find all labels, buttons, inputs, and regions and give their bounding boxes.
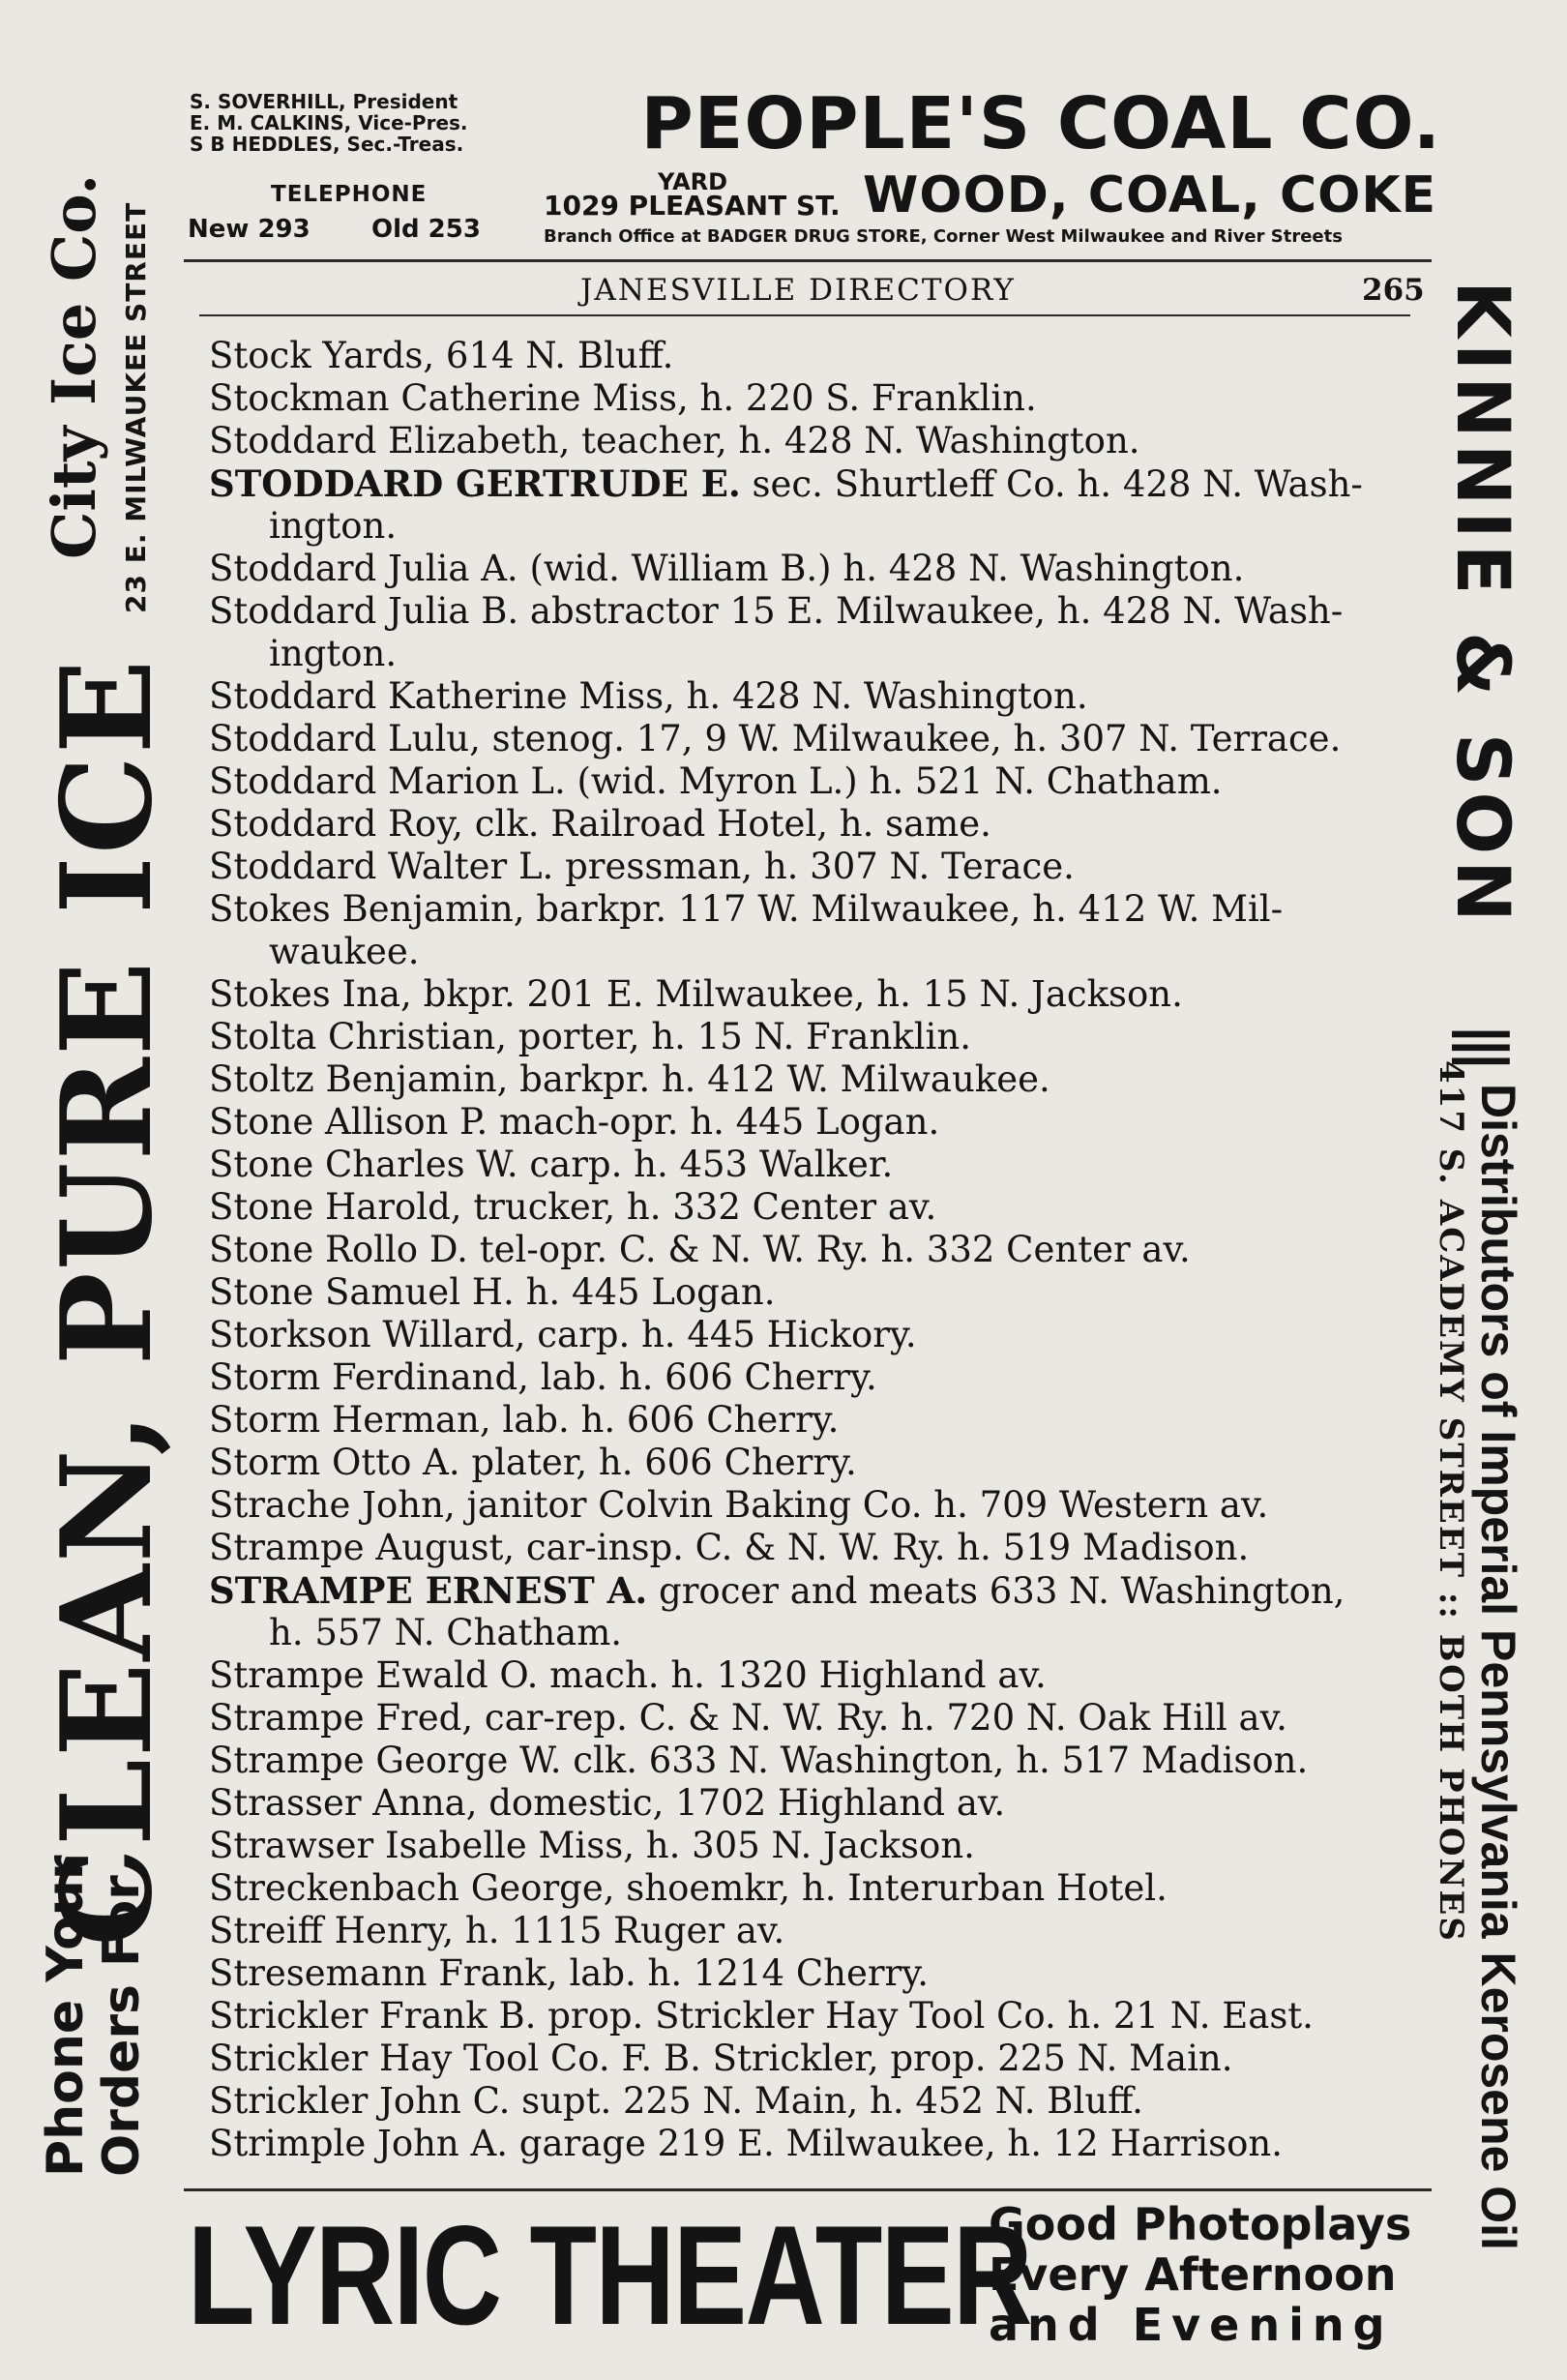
entry-details: h. 445 Logan. <box>514 1271 776 1313</box>
header-rule <box>199 314 1410 316</box>
entry-details: clk. Railroad Hotel, h. same. <box>462 803 991 845</box>
entry-details: carp. h. 453 Walker. <box>517 1144 894 1185</box>
directory-entry <box>209 1058 1408 1101</box>
entry-name: Strickler John C. <box>209 2080 511 2122</box>
directory-entry <box>209 1271 1408 1314</box>
directory-entry <box>209 548 1408 590</box>
entry-details: teacher, h. 428 N. Washington. <box>570 420 1140 461</box>
entry-name: Stoddard Walter L. <box>209 846 554 887</box>
entry-name: Stresemann Frank, <box>209 1952 558 1994</box>
entry-details: pressman, h. 307 N. Terace. <box>553 846 1075 887</box>
city-ice-address: 23 E. MILWAUKEE STREET <box>120 201 152 613</box>
directory-entry <box>209 377 1408 420</box>
directory-entry <box>209 1484 1408 1527</box>
entry-name: Strimple John A. <box>209 2123 509 2164</box>
entry-name: Stockman Catherine Miss, <box>209 377 689 419</box>
entry-name: STODDARD GERTRUDE E. <box>209 462 741 505</box>
entry-details: 614 N. Bluff. <box>434 335 674 376</box>
entry-details: ington. <box>269 505 398 547</box>
directory-entry <box>209 675 1408 718</box>
entry-details: car-insp. C. & N. W. Ry. h. 519 Madison. <box>515 1527 1250 1568</box>
entry-details: barkpr. 117 W. Milwaukee, h. 412 W. Mil- <box>524 888 1284 930</box>
entry-name: Stoddard Elizabeth, <box>209 420 571 461</box>
entry-details: stenog. 17, 9 W. Milwaukee, h. 307 N. Terrace. <box>480 718 1342 759</box>
tagline-line-1: Good Photoplays <box>989 2198 1412 2250</box>
products: WOOD, COAL, COKE <box>863 166 1437 224</box>
entry-name: Strampe August, <box>209 1527 516 1568</box>
entry-name: STRAMPE ERNEST A. <box>209 1569 648 1612</box>
officer-vice-president: E. M. CALKINS, Vice-Pres. <box>190 111 468 134</box>
officer-list <box>190 91 518 155</box>
entry-name: Storkson Willard, <box>209 1314 526 1355</box>
entry-details: lab. h. 1214 Cherry. <box>557 1952 929 1994</box>
directory-entry <box>209 1569 1408 1612</box>
directory-entry <box>209 1101 1408 1144</box>
clean-pure-ice-text: CLEAN, PURE ICE <box>35 657 180 1947</box>
directory-entry <box>209 1654 1408 1697</box>
entry-name: Strasser Anna, <box>209 1782 478 1824</box>
company-name: PEOPLE'S COAL CO. <box>640 82 1441 165</box>
directory-entry <box>209 1910 1408 1952</box>
entry-details: h. 220 S. Franklin. <box>688 377 1037 419</box>
directory-entry <box>209 760 1408 803</box>
directory-entries <box>209 335 1408 2165</box>
directory-entry <box>209 1995 1408 2038</box>
entry-name: Storm Otto A. <box>209 1442 460 1483</box>
directory-entry <box>209 1144 1408 1186</box>
directory-entry <box>209 803 1408 846</box>
directory-entry <box>209 2080 1408 2123</box>
entry-details: h. 428 N. Washington. <box>674 675 1088 717</box>
kinnie-son-ad <box>1432 281 1526 2250</box>
directory-entry <box>209 1952 1408 1995</box>
entry-name: Storm Ferdinand, <box>209 1356 529 1398</box>
entry-details: F. B. Strickler, prop. 225 N. Main. <box>609 2038 1233 2079</box>
entry-name: Stoddard Katherine Miss, <box>209 675 675 717</box>
entry-details: abstractor 15 E. Milwaukee, h. 428 N. Wash- <box>518 590 1344 632</box>
entry-name: Streckenbach George, <box>209 1867 615 1909</box>
entry-name: Strache John, <box>209 1484 456 1526</box>
entry-name: Stolta Christian, <box>209 1016 508 1057</box>
entry-name: Stoddard Marion L. <box>209 760 566 802</box>
directory-entry <box>209 2038 1408 2080</box>
entry-details: plater, h. 606 Cherry. <box>459 1442 857 1483</box>
directory-entry <box>209 1527 1408 1569</box>
entry-details: grocer and meats 633 N. Washington, <box>647 1570 1345 1612</box>
entry-name: Strickler Hay Tool Co. <box>209 2038 610 2079</box>
directory-entry <box>209 718 1408 760</box>
tagline-line-2: Every Afternoon <box>989 2248 1397 2301</box>
entry-continuation <box>209 1612 1408 1654</box>
entry-details: clk. 633 N. Washington, h. 517 Madison. <box>561 1740 1309 1781</box>
entry-details: supt. 225 N. Main, h. 452 N. Bluff. <box>510 2080 1143 2122</box>
peoples-coal-ad <box>184 82 1441 254</box>
officer-president: S. SOVERHILL, President <box>190 90 458 113</box>
entry-name: Streiff Henry, <box>209 1910 455 1951</box>
telephone-label: TELEPHONE <box>271 182 428 207</box>
entry-details: h. 557 N. Chatham. <box>269 1612 623 1653</box>
entry-details: (wid. Myron L.) h. 521 N. Chatham. <box>565 760 1223 802</box>
phone-your-text: Phone Your <box>37 1855 95 2177</box>
directory-entry <box>209 335 1408 377</box>
directory-entry <box>209 2123 1408 2165</box>
tagline-line-3: and Evening <box>989 2299 1394 2351</box>
entry-details: domestic, 1702 Highland av. <box>477 1782 1006 1824</box>
branch-office: Branch Office at BADGER DRUG STORE, Corner West Milwaukee and River Streets <box>544 226 1343 247</box>
entry-details: prop. Strickler Hay Tool Co. h. 21 N. East. <box>536 1995 1314 2037</box>
entry-details: carp. h. 445 Hickory. <box>525 1314 917 1355</box>
entry-details: car-rep. C. & N. W. Ry. h. 720 N. Oak Hill av. <box>473 1697 1287 1739</box>
directory-entry <box>209 1356 1408 1399</box>
city-ice-company: City Ice Co. <box>39 173 109 559</box>
directory-entry <box>209 1442 1408 1484</box>
directory-entry <box>209 1399 1408 1442</box>
entry-name: Strampe Fred, <box>209 1697 474 1739</box>
directory-entry <box>209 1016 1408 1058</box>
entry-name: Storm Herman, <box>209 1399 491 1441</box>
entry-name: Stoltz Benjamin, <box>209 1058 509 1100</box>
page-number: 265 <box>1362 273 1425 308</box>
directory-entry <box>209 1782 1408 1825</box>
directory-entry <box>209 846 1408 888</box>
entry-name: Stoddard Julia B. <box>209 590 519 632</box>
entry-details: bkpr. 201 E. Milwaukee, h. 15 N. Jackson. <box>411 973 1183 1015</box>
entry-details: h. 1115 Ruger av. <box>454 1910 785 1951</box>
entry-continuation <box>209 505 1408 548</box>
entry-details: trucker, h. 332 Center av. <box>461 1186 937 1228</box>
lyric-theater-name: LYRIC THEATER <box>188 2196 1031 2354</box>
directory-entry <box>209 1229 1408 1271</box>
entry-details: sec. Shurtleff Co. h. 428 N. Wash- <box>740 463 1363 505</box>
entry-name: Strickler Frank B. <box>209 1995 537 2037</box>
entry-continuation <box>209 633 1408 675</box>
directory-entry <box>209 1186 1408 1229</box>
divider-bars: ||| <box>1451 1024 1519 1064</box>
entry-name: Stone Allison P. <box>209 1101 488 1143</box>
entry-name: Stoddard Lulu, <box>209 718 481 759</box>
directory-entry <box>209 420 1408 462</box>
entry-details: (wid. William B.) h. 428 N. Washington. <box>517 548 1245 589</box>
directory-entry <box>209 973 1408 1016</box>
entry-name: Strampe Ewald O. <box>209 1654 539 1696</box>
directory-entry <box>209 590 1408 633</box>
entry-name: Stone Charles W. <box>209 1144 518 1185</box>
phone-new: New 293 <box>188 215 310 244</box>
phone-old: Old 253 <box>371 215 481 244</box>
entry-details: garage 219 E. Milwaukee, h. 12 Harrison. <box>508 2123 1283 2164</box>
entry-details: h. 305 N. Jackson. <box>635 1825 975 1866</box>
kinnie-son-name: KINNIE & SON <box>1440 281 1526 928</box>
directory-title: JANESVILLE DIRECTORY <box>580 273 1016 308</box>
entry-details: ington. <box>269 633 398 674</box>
yard-label: YARD <box>658 168 728 195</box>
entry-details: janitor Colvin Baking Co. h. 709 Western av. <box>455 1484 1269 1526</box>
entry-name: Stoddard Roy, <box>209 803 463 845</box>
entry-details: waukee. <box>269 931 420 972</box>
directory-entry <box>209 462 1408 505</box>
directory-entry <box>209 1740 1408 1782</box>
entry-details: mach. h. 1320 Highland av. <box>538 1654 1047 1696</box>
entry-name: Stokes Ina, <box>209 973 412 1015</box>
directory-entry <box>209 1867 1408 1910</box>
entry-name: Strawser Isabelle Miss, <box>209 1825 635 1866</box>
entry-name: Stone Samuel H. <box>209 1271 515 1313</box>
entry-details: barkpr. h. 412 W. Milwaukee. <box>508 1058 1050 1100</box>
entry-details: porter, h. 15 N. Franklin. <box>507 1016 971 1057</box>
entry-name: Stoddard Julia A. <box>209 548 518 589</box>
entry-continuation <box>209 931 1408 973</box>
city-ice-ad <box>35 173 180 2177</box>
entry-name: Strampe George W. <box>209 1740 562 1781</box>
top-rule <box>184 259 1432 262</box>
directory-entry <box>209 1697 1408 1740</box>
entry-details: shoemkr, h. Interurban Hotel. <box>614 1867 1168 1909</box>
yard-address: 1029 PLEASANT ST. <box>544 190 841 222</box>
directory-entry <box>209 1825 1408 1867</box>
entry-name: Stock Yards, <box>209 335 435 376</box>
distributors-text: Distributors of Imperial Pennsylvania Kerosene Oil <box>1471 1084 1525 2250</box>
bottom-rule <box>184 2188 1432 2191</box>
entry-name: Stokes Benjamin, <box>209 888 525 930</box>
entry-details: lab. h. 606 Cherry. <box>528 1356 877 1398</box>
kinnie-address: 417 S. ACADEMY STREET :: BOTH PHONES <box>1432 1060 1470 1943</box>
entry-name: Stone Harold, <box>209 1186 462 1228</box>
entry-details: lab. h. 606 Cherry. <box>490 1399 840 1441</box>
entry-details: mach-opr. h. 445 Logan. <box>488 1101 940 1143</box>
directory-entry <box>209 888 1408 931</box>
entry-details: tel-opr. C. & N. W. Ry. h. 332 Center av. <box>467 1229 1191 1270</box>
orders-for-text: Orders For <box>93 1875 151 2177</box>
entry-name: Stone Rollo D. <box>209 1229 468 1270</box>
officer-secretary: S B HEDDLES, Sec.-Treas. <box>190 133 464 156</box>
directory-entry <box>209 1314 1408 1356</box>
